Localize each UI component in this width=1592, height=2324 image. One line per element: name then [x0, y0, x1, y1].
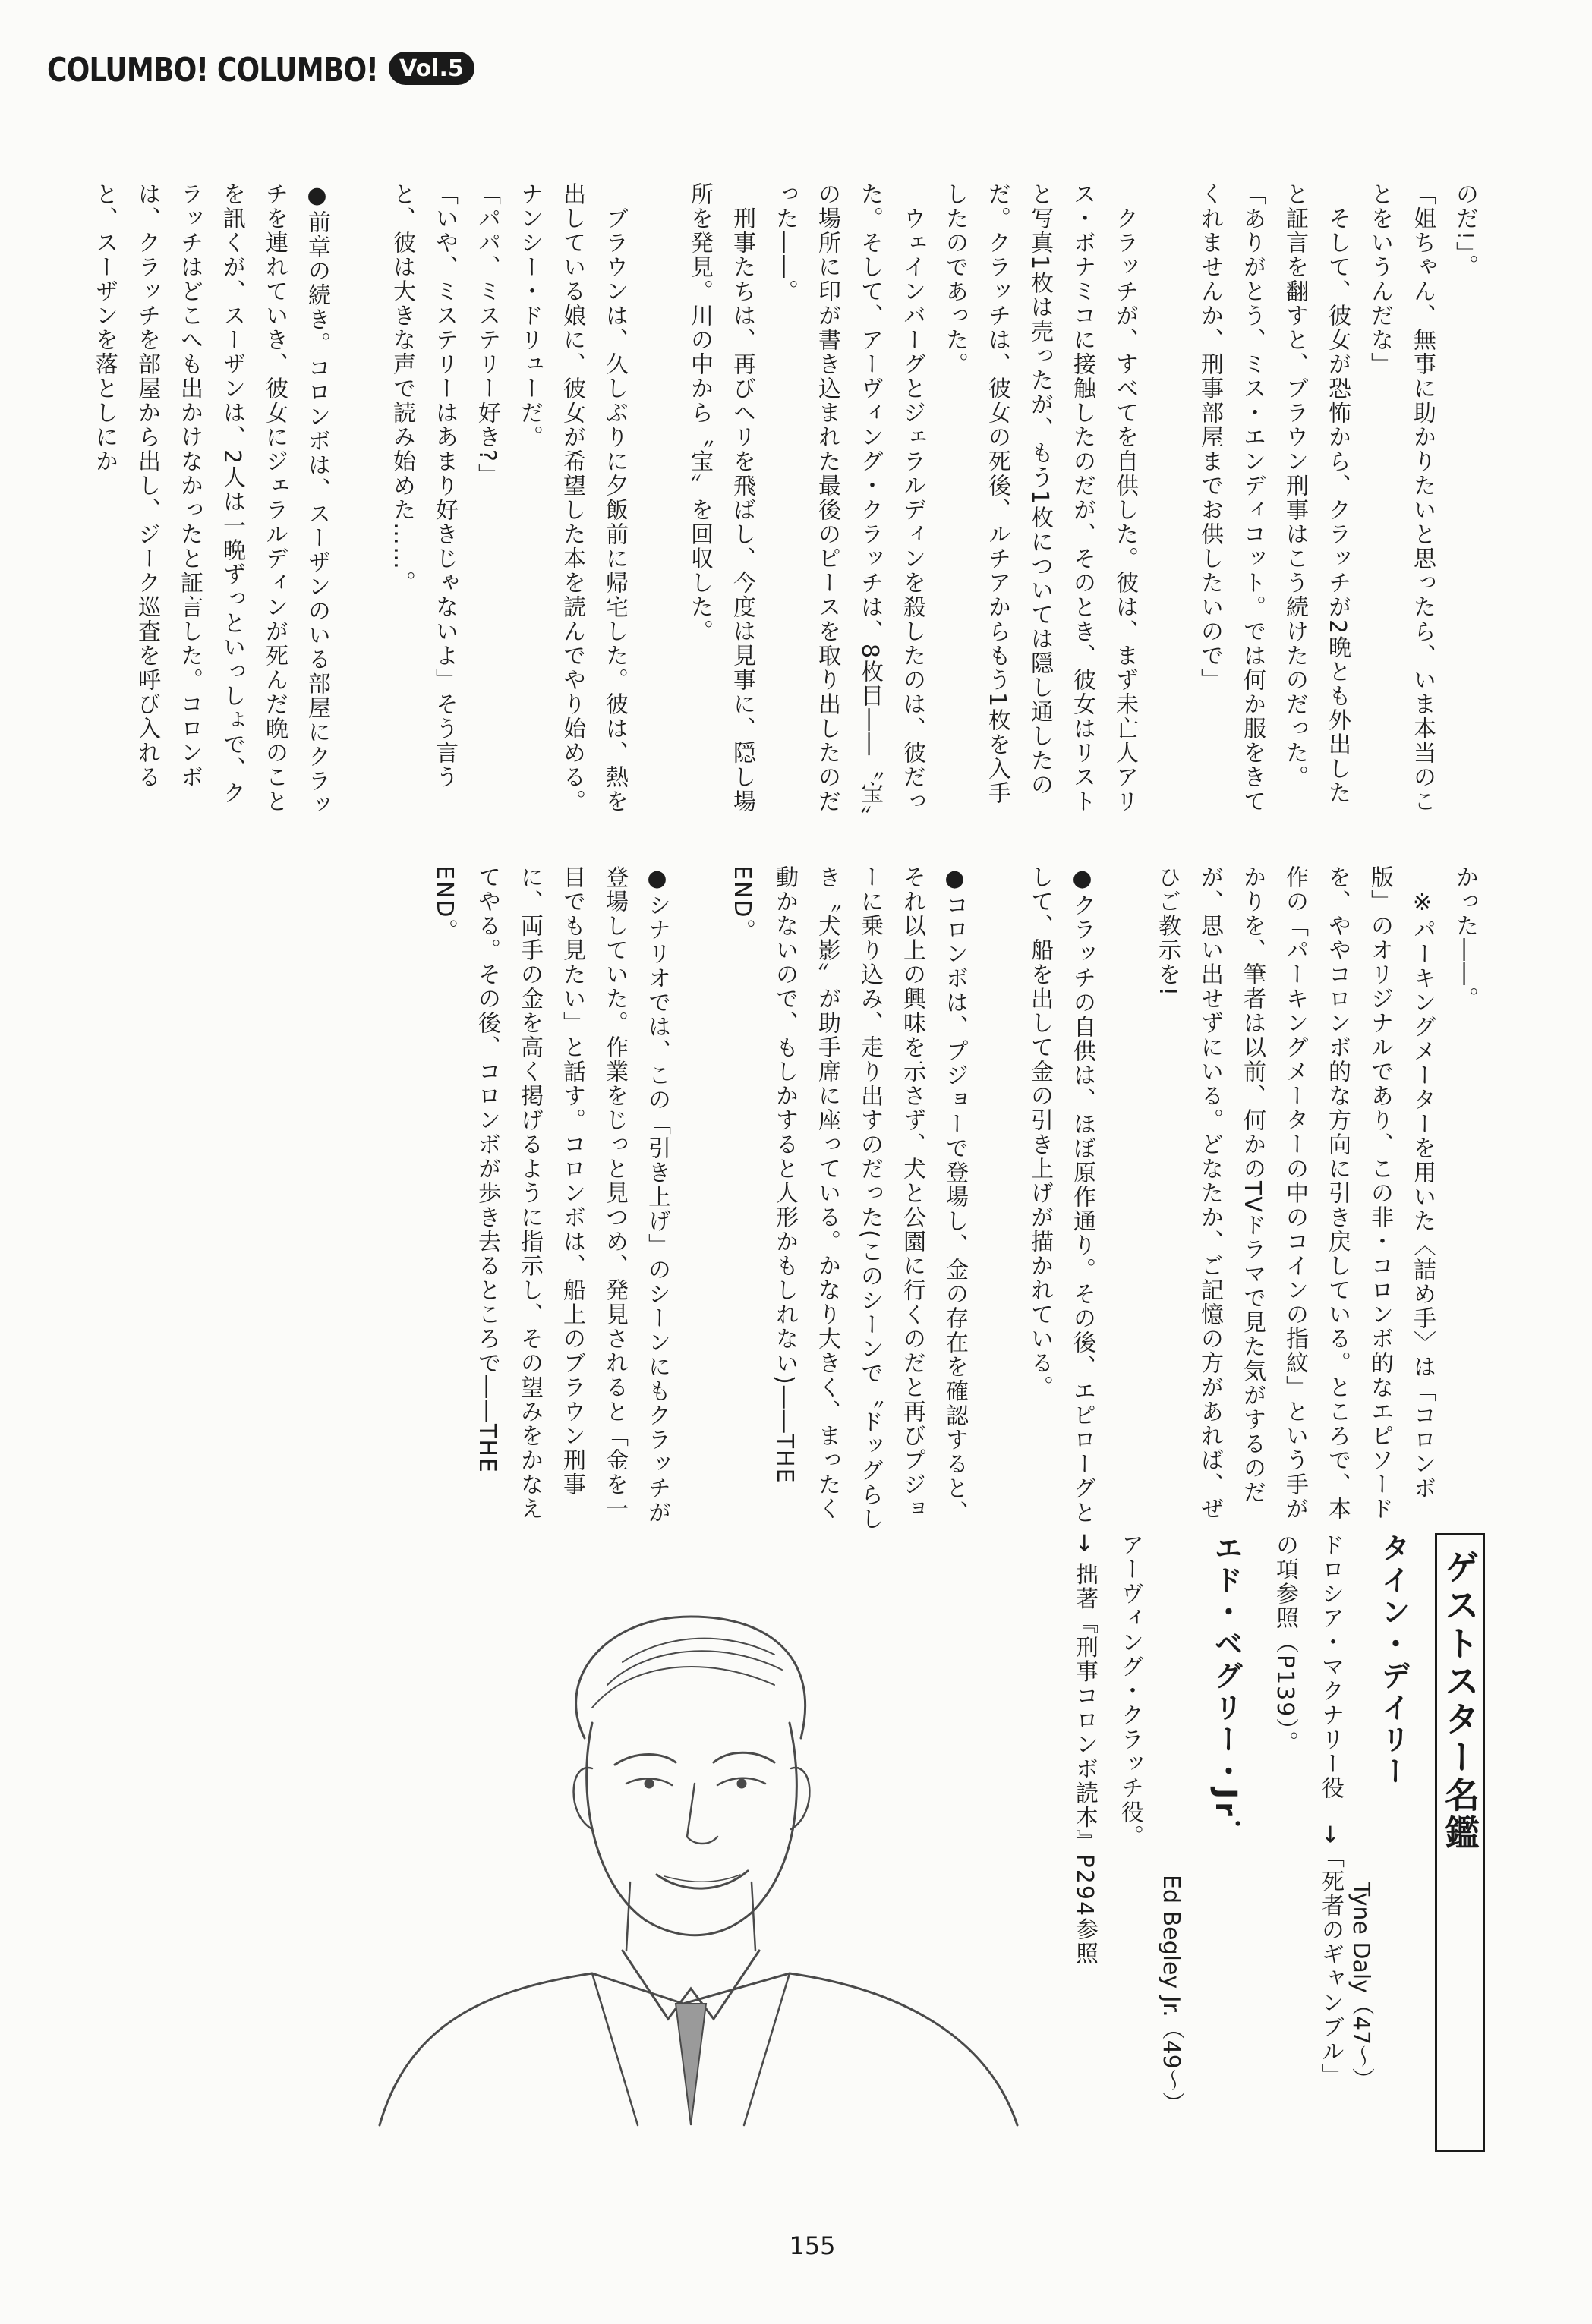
guest-star-1-role: ドロシア・マクナリー役 →「死者のギャンブル」: [1317, 1533, 1344, 2089]
spacer: [635, 182, 678, 820]
paragraph: 「姐ちゃん、無事に助かりたいと思ったら、いま本当のことをいうんだな」: [1367, 182, 1436, 814]
paragraph: ※パーキングメーターを用いた〈詰め手〉は「コロンボ版」のオリジナルであり、この非・コロンボ的なエピソードを、ややコロンボ的な方向に引き戻している。ところで、本作の「パーキングメーターの中のコインの指紋」という手がかりを、筆者は以前、何かのTVドラマで見た気がするのだが、思い出せずにいる。どなたか、ご記憶の方があれば、ぜひご教示を!: [1154, 865, 1436, 1521]
page-number: 155: [789, 2231, 836, 2260]
spacer: [338, 182, 380, 820]
guest-star-2-reference: → 拙著『刑事コロンボ読本』P294参照: [1071, 1533, 1098, 1967]
paragraph: そして、彼女が恐怖から、クラッチが2晩とも外出したと証言を翻すと、ブラウン刑事はこう続けたのだった。: [1281, 182, 1351, 806]
guest-star-2-name: エド・ベグリー・Jr．: [1209, 1533, 1243, 1851]
paragraph: ●クラッチの自供は、ほぼ原作通り。その後、エピローグとして、船を出して金の引き上げが描かれている。: [1026, 865, 1095, 1525]
guest-star-1-english-name: Tyne Daly（47〜）: [1348, 1882, 1374, 2091]
portrait-illustration: [364, 1594, 1032, 2140]
spacer: [976, 865, 1018, 1533]
paragraph: ●シナリオでは、この「引き上げ」のシーンにもクラッチが登場していた。作業をじっと見つめ、発見されると「金を一目でも見たい」と話す。コロンボは、船上のブラウン刑事に、両手の金を高く掲げるように指示し、その望みをかなえてやる。その後、コロンボが歩き去るところで――THE END。: [431, 865, 670, 1525]
paragraph: ウェインバーグとジェラルディンを殺したのは、彼だった。そして、アーヴィング・クラッチは、8枚目――〝宝〟の場所に印が書き込まれた最後のピースを取り出したのだった――。: [771, 182, 925, 819]
volume-badge: Vol.5: [389, 52, 474, 85]
spacer: [1103, 865, 1146, 1533]
guest-star-2-english-name: Ed Begley Jr.（49〜）: [1158, 1875, 1184, 2115]
guest-star-2-role: アーヴィング・クラッチ役。: [1117, 1533, 1143, 1849]
paragraph: 「いや、ミステリーはあまり好きじゃないよ」そう言うと、彼は大きな声で読み始めた……。: [389, 182, 458, 789]
paragraph: クラッチが、すべてを自供した。彼は、まず未亡人アリス・ボナミコに接触したのだが、そのとき、彼女はリストと写真1枚は売ったが、もう1枚については隠し通したのだ。クラッチは、彼女の死後、ルチアからもう1枚を入手したのであった。: [941, 182, 1138, 814]
paragraph: 「ありがとう、ミス・エンディコット。では何か服をきてくれませんか、刑事部屋までお供したいので」: [1196, 182, 1266, 814]
guest-star-1-reference: の項参照（P139）。: [1272, 1533, 1298, 1756]
series-title: COLUMBO! COLUMBO!: [47, 50, 378, 90]
paragraph: ●コロンボは、プジョーで登場し、金の存在を確認すると、それ以上の興味を示さず、犬と公園に行くのだと再びプジョーに乗り込み、走り出すのだった(このシーンで〝ドッグらしき〝犬影〟が助手席に座っている。かなり大きく、まったく動かないので、もしかすると人形かもしれない)――THE END。: [729, 865, 968, 1532]
spacer: [678, 865, 720, 1533]
paragraph: ブラウンは、久しぶりに夕飯前に帰宅した。彼は、熱を出している娘に、彼女が希望した本を読んでやり始める。ナンシー・ドリューだ。: [516, 182, 628, 814]
guest-star-heading: ゲストスター名鑑: [1439, 1549, 1480, 1853]
paragraph: 刑事たちは、再びヘリを飛ばし、今度は見事に、隠し場所を発見。川の中から〝宝〟を回収した。: [686, 182, 755, 814]
lower-text-block: [431, 865, 1486, 1533]
spacer: [1146, 182, 1188, 820]
upper-text-block: [91, 182, 1486, 820]
guest-star-heading-box: [1435, 1533, 1485, 2152]
paragraph: かった――。: [1452, 865, 1478, 1011]
running-header: [47, 47, 464, 93]
guest-star-1-name: タイン・デイリー: [1376, 1533, 1410, 1788]
paragraph: ●前章の続き。コロンボは、スーザンのいる部屋にクラッチを連れていき、彼女にジェラルディンが死んだ晩のことを訊くが、スーザンは、2人は一晩ずっといっしょで、クラッチはどこへも出かけなかったと証言した。コロンボは、クラッチを部屋から出し、ジーク巡査を呼び入れると、スーザンを落としにか: [91, 182, 330, 817]
paragraph: 「パパ、ミステリー好き?」: [474, 182, 500, 487]
paragraph: のだ!」。: [1452, 182, 1478, 279]
